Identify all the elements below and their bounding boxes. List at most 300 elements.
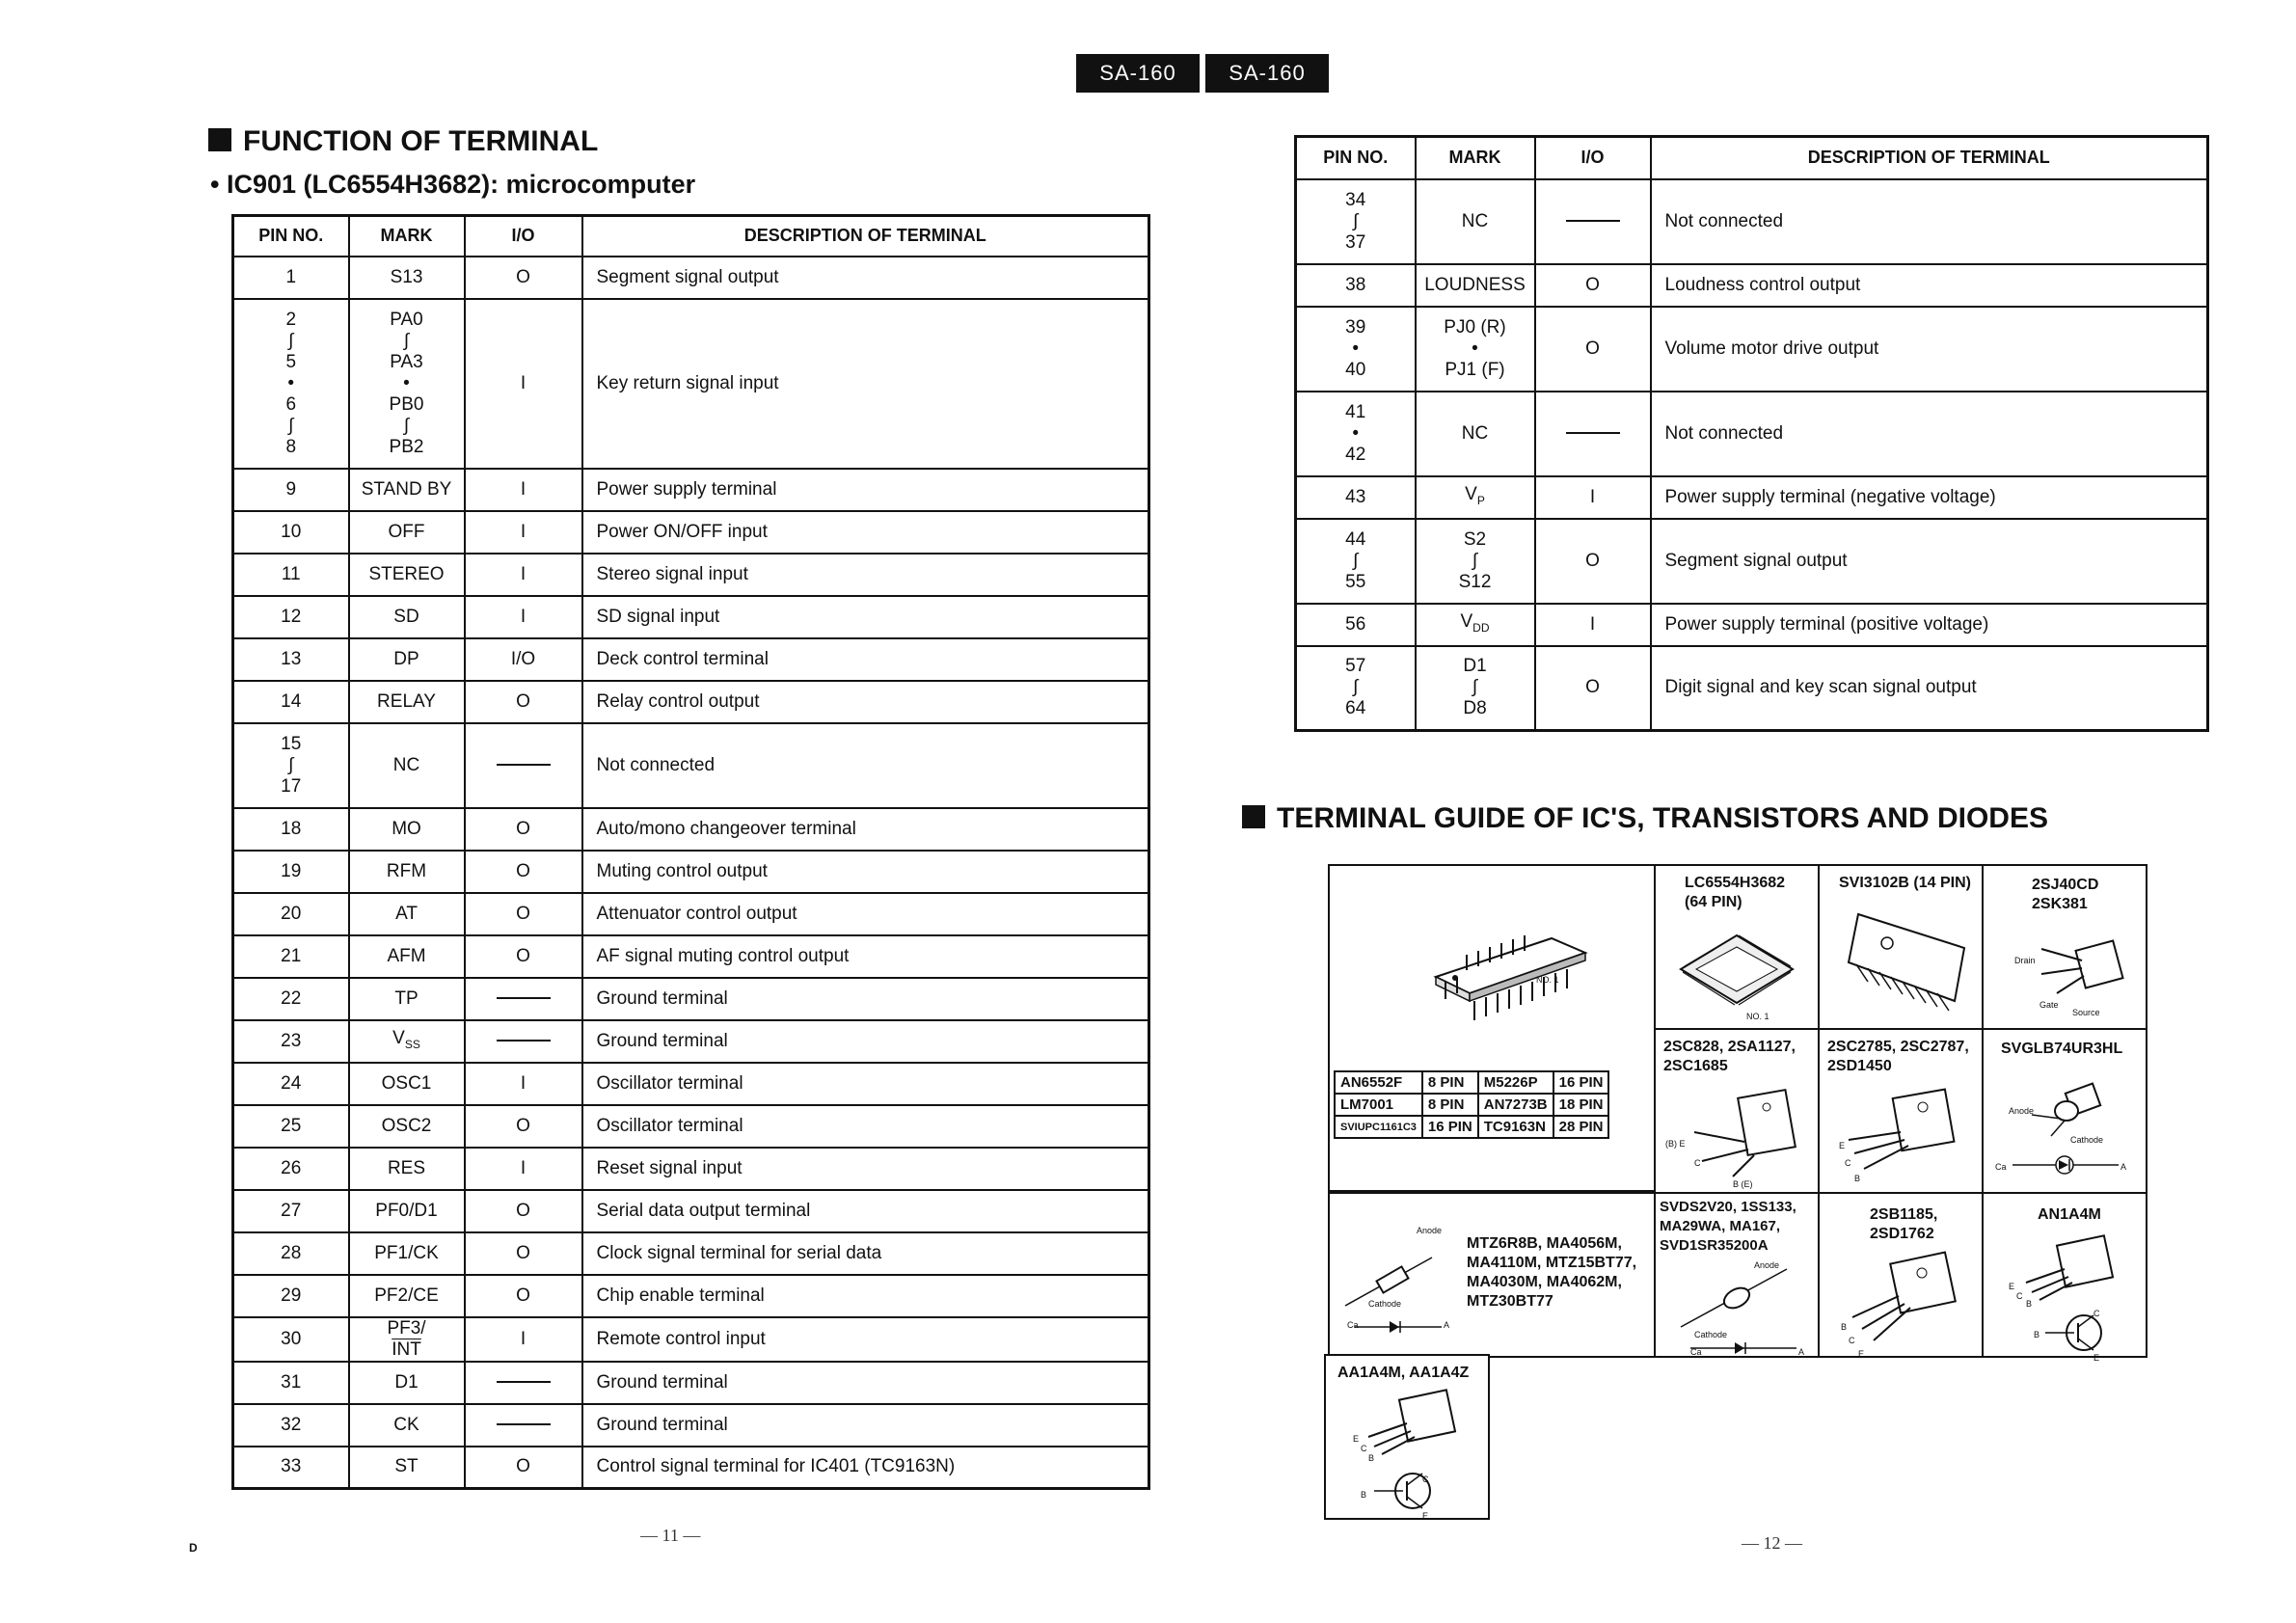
- io-value: O: [516, 860, 530, 881]
- package-cell: 18 PIN: [1553, 1094, 1609, 1116]
- io-cell: [465, 1020, 582, 1063]
- description-cell: Oscillator terminal: [582, 1105, 1149, 1148]
- description-cell: Reset signal input: [582, 1148, 1149, 1190]
- io-cell: [1535, 179, 1651, 264]
- package-row: [1335, 1116, 1608, 1138]
- mark-cell-line: DP: [393, 648, 419, 669]
- mark-cell: [349, 596, 465, 638]
- mark-cell-line: OSC1: [381, 1072, 432, 1094]
- pin-cell-line: 22: [281, 987, 302, 1009]
- io-dash: [497, 1423, 551, 1425]
- col-header-description: DESCRIPTION OF TERMINAL: [1651, 137, 2208, 179]
- pin-cell: [233, 638, 349, 681]
- guide-cell-an1a4m: [1982, 1192, 2147, 1363]
- io-value: I: [1589, 486, 1596, 507]
- description-cell: Stereo signal input: [582, 554, 1149, 596]
- diode-label: SVDS2V20, 1SS133, MA29WA, MA167, SVD1SR35200A: [1660, 1199, 1796, 1254]
- mark-cell: [349, 1105, 465, 1148]
- table-row: [233, 299, 1149, 469]
- mark-cell: [1416, 392, 1535, 476]
- square-bullet-icon: [208, 128, 231, 151]
- section-title-terminal-guide: [1242, 802, 2048, 835]
- io-value: I: [520, 478, 527, 500]
- pin-cell-line: 64: [1345, 698, 1366, 719]
- tr5-sch-b-label: B: [1361, 1490, 1367, 1500]
- table-row: [233, 1404, 1149, 1447]
- io-cell: [465, 723, 582, 808]
- pin-cell-line: 6: [285, 393, 297, 415]
- pin-cell-line: 12: [281, 606, 302, 627]
- pin-cell-line: •: [1352, 338, 1360, 359]
- package-cell: AN7273B: [1478, 1094, 1553, 1116]
- pin-cell-line: 29: [281, 1285, 302, 1306]
- io-cell: [465, 1317, 582, 1362]
- mark-cell-line: NC: [1461, 210, 1489, 231]
- mark-cell-line: PJ1 (F): [1445, 359, 1505, 380]
- pin-cell-line: 40: [1345, 359, 1366, 380]
- pin-cell: [233, 1190, 349, 1232]
- description-cell: Loudness control output: [1651, 264, 2208, 307]
- description-cell: Remote control input: [582, 1317, 1149, 1362]
- io-value: O: [1585, 338, 1600, 359]
- io-value: I: [520, 372, 527, 393]
- diode-icon: [1661, 1259, 1816, 1356]
- description-cell: Key return signal input: [582, 299, 1149, 469]
- pin-cell-line: ∫: [288, 754, 294, 775]
- zener-ca-label: Ca: [1347, 1320, 1359, 1330]
- pin-cell-line: •: [1352, 422, 1360, 444]
- table-row: [1296, 646, 2208, 731]
- description-cell: Deck control terminal: [582, 638, 1149, 681]
- package-cell: 16 PIN: [1553, 1071, 1609, 1094]
- pin-cell-line: •: [287, 372, 295, 393]
- pin-cell: [233, 893, 349, 935]
- mark-cell: [349, 1148, 465, 1190]
- io-value: O: [516, 1456, 530, 1477]
- io-cell: [1535, 264, 1651, 307]
- tr4-sch-e-label: E: [2093, 1353, 2100, 1363]
- table-row: [233, 511, 1149, 554]
- io-value: I: [520, 1328, 527, 1349]
- io-value: I: [520, 606, 527, 627]
- corner-mark: D: [189, 1541, 198, 1555]
- tr5-sch-e-label: E: [1422, 1511, 1429, 1521]
- qfp-ic-icon: [1669, 926, 1804, 1022]
- led-cathode-label: Cathode: [2070, 1135, 2104, 1145]
- tr1-c-label: C: [1694, 1158, 1701, 1168]
- pin-cell: [1296, 264, 1416, 307]
- pin-cell: [1296, 604, 1416, 646]
- table-row: [233, 1275, 1149, 1317]
- io-cell: [465, 1447, 582, 1489]
- guide-cell-fet: [1982, 864, 2147, 1030]
- mark-cell: [349, 1063, 465, 1105]
- package-row: [1335, 1094, 1608, 1116]
- io-value: I: [520, 1072, 527, 1094]
- col-header-io: I/O: [465, 216, 582, 257]
- pin-cell-line: 9: [285, 478, 297, 500]
- table-row: [233, 1148, 1149, 1190]
- pin-cell-line: 23: [281, 1030, 302, 1051]
- pin-cell-line: 42: [1345, 444, 1366, 465]
- pin-cell: [233, 1275, 349, 1317]
- mark-cell-line: D1: [394, 1371, 419, 1393]
- tr2-e-label: E: [1839, 1141, 1846, 1150]
- description-cell: Ground terminal: [582, 1404, 1149, 1447]
- tr-label-2sd1762: 2SD1762: [1870, 1226, 1934, 1242]
- tr1-be-label: (B) E: [1665, 1139, 1686, 1149]
- guide-cell-aa1a4m: [1324, 1354, 1490, 1520]
- terminal-guide-grid: [1328, 864, 2147, 1521]
- mark-cell: [349, 978, 465, 1020]
- pin-cell-line: 20: [281, 903, 302, 924]
- description-cell: Not connected: [582, 723, 1149, 808]
- source-label: Source: [2072, 1008, 2100, 1017]
- pin-cell-line: 56: [1345, 613, 1366, 635]
- mark-cell: [349, 469, 465, 511]
- description-cell: Segment signal output: [1651, 519, 2208, 604]
- description-cell: Control signal terminal for IC401 (TC9163N): [582, 1447, 1149, 1489]
- description-cell: Relay control output: [582, 681, 1149, 723]
- pin-cell-line: 28: [281, 1242, 302, 1263]
- tr2-c-label: C: [1845, 1158, 1851, 1168]
- pin-cell-line: ∫: [1353, 677, 1359, 698]
- guide-cell-svi3102b: [1818, 864, 1984, 1030]
- description-cell: Serial data output terminal: [582, 1190, 1149, 1232]
- pin-cell-line: 17: [281, 775, 302, 797]
- mark-cell: [1416, 307, 1535, 392]
- mark-cell: [349, 1317, 465, 1362]
- pin-cell-line: 32: [281, 1414, 302, 1435]
- tr4-b-label: B: [2026, 1299, 2033, 1309]
- zener-anode-label: Anode: [1417, 1226, 1443, 1235]
- mark-cell: [349, 638, 465, 681]
- terminal-table-right: [1294, 135, 2209, 732]
- pin-cell: [233, 596, 349, 638]
- pin-cell-line: 13: [281, 648, 302, 669]
- guide-cell-svds2v20: [1654, 1192, 1820, 1358]
- table-row: [233, 851, 1149, 893]
- square-bullet-icon: [1242, 805, 1265, 828]
- mark-cell-line: •: [1472, 338, 1478, 359]
- io-value: O: [516, 1115, 530, 1136]
- mark-cell-line: $V_{DD}$: [1460, 610, 1490, 635]
- description-cell: Chip enable terminal: [582, 1275, 1149, 1317]
- mark-cell-line: ∫: [1472, 550, 1478, 571]
- pin-cell-line: ∫: [1353, 550, 1359, 571]
- io-value: O: [516, 818, 530, 839]
- mark-cell-line: SD: [393, 606, 419, 627]
- io-value: O: [516, 690, 530, 712]
- mark-cell-line: D1: [1463, 656, 1487, 677]
- io-dash: [497, 997, 551, 999]
- description-cell: Power supply terminal (negative voltage): [1651, 476, 2208, 519]
- pin-cell-line: 2: [285, 309, 297, 330]
- mark-cell: [349, 1275, 465, 1317]
- ic-label-svi3102b: SVI3102B (14 PIN): [1839, 875, 1971, 891]
- pin-cell-line: 18: [281, 818, 302, 839]
- mark-cell-line: PF2/CE: [374, 1285, 439, 1306]
- pin-cell-line: 38: [1345, 274, 1366, 295]
- tr4-sch-b-label: B: [2034, 1330, 2040, 1339]
- io-cell: [1535, 476, 1651, 519]
- pin-cell: [233, 554, 349, 596]
- description-cell: Power supply terminal (positive voltage): [1651, 604, 2208, 646]
- tr-label-2sb1185: 2SB1185,: [1870, 1206, 1938, 1223]
- terminal-table-left: [231, 214, 1150, 1490]
- io-cell: [1535, 307, 1651, 392]
- sip-ic-icon: [1829, 905, 1974, 1020]
- table-row: [1296, 392, 2208, 476]
- diode-cathode-label: Cathode: [1694, 1330, 1728, 1339]
- io-cell: [465, 1232, 582, 1275]
- pin-cell-line: 19: [281, 860, 302, 881]
- fet-label-1: 2SJ40CD: [2032, 877, 2099, 893]
- io-cell: [465, 1105, 582, 1148]
- table-row: [233, 1063, 1149, 1105]
- mark-cell: [349, 257, 465, 299]
- package-cell: TC9163N: [1478, 1116, 1553, 1138]
- pin-cell-line: 25: [281, 1115, 302, 1136]
- description-cell: Not connected: [1651, 392, 2208, 476]
- ic-label-lc6554-pins: (64 PIN): [1685, 894, 1742, 910]
- mark-cell: [349, 893, 465, 935]
- package-cell: AN6552F: [1335, 1071, 1422, 1094]
- col-header-io: I/O: [1535, 137, 1651, 179]
- led-label: SVGLB74UR3HL: [2001, 1041, 2123, 1057]
- io-cell: [465, 1063, 582, 1105]
- io-dash: [1566, 220, 1620, 222]
- io-dash: [497, 1040, 551, 1041]
- table-row: [233, 469, 1149, 511]
- package-cell: 28 PIN: [1553, 1116, 1609, 1138]
- io-value: O: [516, 1285, 530, 1306]
- io-value: O: [516, 1242, 530, 1263]
- mark-cell-line: PB2: [389, 436, 424, 457]
- pin-cell-line: 10: [281, 521, 302, 542]
- pin-cell: [233, 935, 349, 978]
- pin-cell: [233, 1063, 349, 1105]
- zener-label: MTZ6R8B, MA4056M, MA4110M, MTZ15BT77, MA4030M, MA4062M, MTZ30BT77: [1467, 1235, 1637, 1310]
- io-value: I: [1589, 613, 1596, 635]
- page-number-left: — 11 —: [640, 1526, 701, 1545]
- mark-cell-line: AFM: [387, 945, 426, 966]
- header-tab-right: SA-160: [1205, 54, 1329, 93]
- gate-label: Gate: [2039, 1000, 2059, 1010]
- pin-cell-line: 8: [285, 436, 297, 457]
- pin-cell: [233, 1404, 349, 1447]
- tr-label-an1a4m: AN1A4M: [2038, 1206, 2101, 1223]
- mark-cell-line: ∫: [403, 415, 410, 436]
- subtitle-ic901: • IC901 (LC6554H3682): microcomputer: [210, 170, 696, 199]
- guide-cell-2sb1185: [1818, 1192, 1984, 1358]
- guide-cell-2sc2785: [1818, 1028, 1984, 1194]
- drain-label: Drain: [2014, 956, 2036, 965]
- io-cell: [465, 1404, 582, 1447]
- description-cell: Auto/mono changeover terminal: [582, 808, 1149, 851]
- mark-cell-line: OFF: [388, 521, 425, 542]
- description-cell: Digit signal and key scan signal output: [1651, 646, 2208, 731]
- description-cell: Segment signal output: [582, 257, 1149, 299]
- tr1-b-label: B (E): [1733, 1179, 1753, 1189]
- table-row: [233, 978, 1149, 1020]
- io-cell: [1535, 392, 1651, 476]
- pin-cell: [233, 1148, 349, 1190]
- mark-cell: [1416, 646, 1535, 731]
- tr5-c-label: C: [1361, 1444, 1367, 1453]
- tr4-sch-c-label: C: [2093, 1309, 2100, 1318]
- pin-cell: [233, 1447, 349, 1489]
- tr-label-2sc2785: 2SC2785, 2SC2787,: [1827, 1039, 1969, 1055]
- col-header-pin: PIN NO.: [233, 216, 349, 257]
- mark-cell: [349, 1020, 465, 1063]
- io-dash: [497, 1381, 551, 1383]
- mark-cell: [349, 554, 465, 596]
- pin-cell-line: 11: [281, 563, 301, 584]
- table-row: [233, 893, 1149, 935]
- pin-cell: [233, 851, 349, 893]
- transistor-icon: [1829, 1084, 1974, 1190]
- pin-cell-line: 27: [281, 1200, 302, 1221]
- mark-cell-line: RFM: [386, 860, 427, 881]
- table-row: [233, 723, 1149, 808]
- description-cell: Volume motor drive output: [1651, 307, 2208, 392]
- io-cell: [465, 681, 582, 723]
- table-row: [233, 1447, 1149, 1489]
- page-number-right: — 12 —: [1742, 1533, 1802, 1553]
- dip-no1-label: NO. 1: [1536, 975, 1559, 985]
- mark-cell-line: PF3/ $\overline{INT}$: [387, 1317, 426, 1360]
- package-cell: 8 PIN: [1422, 1071, 1478, 1094]
- zener-a-label: A: [1444, 1320, 1450, 1330]
- mark-cell-line: PF0/D1: [375, 1200, 438, 1221]
- mark-cell-line: STEREO: [368, 563, 445, 584]
- mark-cell: [1416, 264, 1535, 307]
- header-tab-left: SA-160: [1076, 54, 1200, 93]
- tr3-b-label: B: [1841, 1322, 1848, 1332]
- mark-cell: [349, 1190, 465, 1232]
- guide-cell-led: [1982, 1028, 2147, 1194]
- mark-cell-line: ∫: [403, 330, 410, 351]
- mark-cell-line: OSC2: [381, 1115, 432, 1136]
- pin-cell: [233, 1362, 349, 1404]
- mark-cell-line: S12: [1458, 571, 1492, 592]
- mark-cell: [349, 1362, 465, 1404]
- pin-cell-line: 55: [1345, 571, 1366, 592]
- io-cell: [465, 554, 582, 596]
- pin-cell: [233, 1020, 349, 1063]
- col-header-mark: MARK: [349, 216, 465, 257]
- table-row: [1296, 476, 2208, 519]
- mark-cell-line: MO: [392, 818, 421, 839]
- description-cell: SD signal input: [582, 596, 1149, 638]
- io-cell: [465, 1275, 582, 1317]
- description-cell: Muting control output: [582, 851, 1149, 893]
- tr4-c-label: C: [2016, 1291, 2023, 1301]
- io-value: O: [516, 1200, 530, 1221]
- pin-cell: [233, 257, 349, 299]
- io-cell: [465, 808, 582, 851]
- package-cell: 16 PIN: [1422, 1116, 1478, 1138]
- io-dash: [1566, 432, 1620, 434]
- pin-cell: [233, 1232, 349, 1275]
- pin-cell-line: 33: [281, 1456, 302, 1477]
- led-a-label: A: [2120, 1162, 2127, 1172]
- package-row: [1335, 1071, 1608, 1094]
- description-cell: Oscillator terminal: [582, 1063, 1149, 1105]
- mark-cell-line: ∫: [1472, 677, 1478, 698]
- mark-cell: [349, 511, 465, 554]
- table-row: [233, 554, 1149, 596]
- io-value: O: [516, 945, 530, 966]
- section-title-function: [208, 125, 598, 158]
- guide-cell-dip-ics: [1328, 864, 1656, 1192]
- package-cell: LM7001: [1335, 1094, 1422, 1116]
- mark-cell: [349, 723, 465, 808]
- pin-cell-line: 30: [281, 1328, 302, 1349]
- diode-a-label: A: [1798, 1347, 1805, 1357]
- table-header-row: [1296, 137, 2208, 179]
- pin-cell: [233, 469, 349, 511]
- mark-cell-line: S2: [1463, 528, 1487, 550]
- table-row: [233, 808, 1149, 851]
- digital-transistor-icon: [1993, 1231, 2138, 1356]
- mark-cell-line: •: [403, 372, 410, 393]
- mark-cell-line: NC: [392, 754, 420, 775]
- io-cell: [465, 299, 582, 469]
- table-row: [1296, 264, 2208, 307]
- table-row: [233, 1232, 1149, 1275]
- description-cell: Ground terminal: [582, 978, 1149, 1020]
- pin-cell-line: 15: [281, 733, 302, 754]
- pin-cell: [1296, 307, 1416, 392]
- pin-cell-line: 43: [1345, 486, 1366, 507]
- pin-cell: [233, 681, 349, 723]
- tr2-b-label: B: [1854, 1174, 1861, 1183]
- mark-cell: [349, 1232, 465, 1275]
- guide-cell-zener: [1328, 1192, 1656, 1358]
- io-cell: [465, 257, 582, 299]
- io-cell: [465, 638, 582, 681]
- section-title-text: TERMINAL GUIDE OF IC'S, TRANSISTORS AND DIODES: [1277, 802, 2048, 834]
- io-value: O: [1585, 274, 1600, 295]
- mark-cell-line: AT: [395, 903, 418, 924]
- io-cell: [465, 469, 582, 511]
- io-value: O: [516, 266, 530, 287]
- mark-cell-line: S13: [390, 266, 423, 287]
- package-table: [1334, 1070, 1609, 1139]
- tr5-sch-c-label: C: [1422, 1474, 1429, 1484]
- table-row: [233, 1105, 1149, 1148]
- tr5-e-label: E: [1353, 1434, 1360, 1444]
- pin-cell-line: 26: [281, 1157, 302, 1178]
- io-value: O: [516, 903, 530, 924]
- io-value: I: [520, 1157, 527, 1178]
- io-value: I: [520, 521, 527, 542]
- mark-cell-line: PB0: [389, 393, 424, 415]
- table-row: [233, 1190, 1149, 1232]
- ic-label-lc6554: LC6554H3682: [1685, 875, 1786, 891]
- guide-cell-lc6554h3682: [1654, 864, 1820, 1030]
- tr-label-2sc1685: 2SC1685: [1663, 1058, 1728, 1074]
- mark-cell-line: PJ0 (R): [1444, 316, 1506, 338]
- io-cell: [465, 1362, 582, 1404]
- table-row: [233, 257, 1149, 299]
- package-cell: 8 PIN: [1422, 1094, 1478, 1116]
- mark-cell: [349, 299, 465, 469]
- pin-cell: [233, 299, 349, 469]
- description-cell: AF signal muting control output: [582, 935, 1149, 978]
